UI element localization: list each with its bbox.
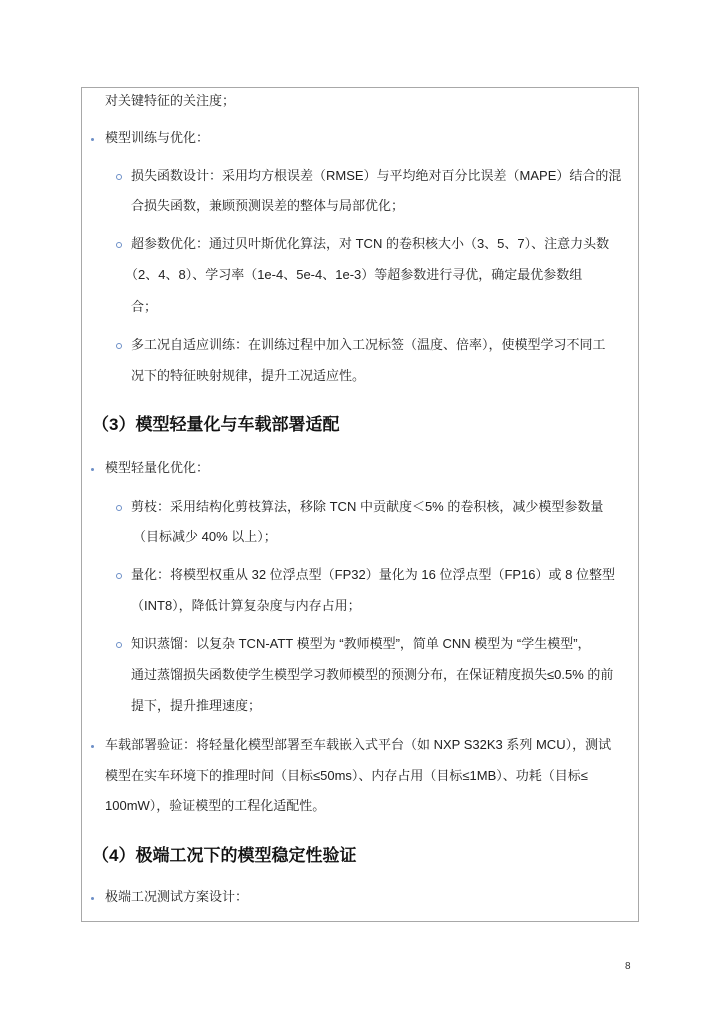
list-item-line: 多工况自适应训练：在训练过程中加入工况标签（温度、倍率），使模型学习不同工: [131, 337, 606, 352]
continuation-text: 对关键特征的关注度；: [105, 93, 236, 108]
lightweight-label: 模型轻量化优化：: [105, 460, 210, 475]
list-item-line: （2、4、8）、学习率（1e-4、5e-4、1e-3）等超参数进行寻优，确定最优参数组: [125, 267, 583, 282]
sub-bullet-icon: [116, 505, 122, 511]
deploy-line: 100mW），验证模型的工程化适配性。: [105, 798, 326, 813]
section-heading-3: （3）模型轻量化与车载部署适配: [92, 415, 340, 434]
sub-bullet-icon: [116, 343, 122, 349]
bullet-icon: [91, 745, 94, 748]
section-heading-4: （4）极端工况下的模型稳定性验证: [92, 846, 357, 865]
sub-bullet-icon: [116, 174, 122, 180]
deploy-line: 模型在实车环境下的推理时间（目标≤50ms）、内存占用（目标≤1MB）、功耗（目标≤: [105, 768, 588, 783]
list-item-line: 提下，提升推理速度；: [131, 698, 262, 713]
list-item-line: 况下的特征映射规律，提升工况适应性。: [131, 368, 366, 383]
list-item-line: 通过蒸馏损失函数使学生模型学习教师模型的预测分布，在保证精度损失≤0.5% 的前: [131, 667, 614, 682]
list-item-line: 合损失函数，兼顾预测误差的整体与局部优化；: [131, 198, 405, 213]
sub-bullet-icon: [116, 642, 122, 648]
sub-bullet-icon: [116, 573, 122, 579]
sub-bullet-icon: [116, 242, 122, 248]
list-item-line: 合；: [131, 299, 158, 314]
list-item-line: 量化：将模型权重从 32 位浮点型（FP32）量化为 16 位浮点型（FP16）或 8 位整型: [131, 567, 615, 582]
list-item-line: （INT8），降低计算复杂度与内存占用；: [131, 598, 361, 613]
extreme-test-label: 极端工况测试方案设计：: [105, 889, 249, 904]
list-item-line: 知识蒸馏：以复杂 TCN-ATT 模型为 “教师模型”，简单 CNN 模型为 “学生模型”，: [131, 636, 591, 651]
list-item-line: 超参数优化：通过贝叶斯优化算法，对 TCN 的卷积核大小（3、5、7）、注意力头数: [131, 236, 610, 251]
training-label: 模型训练与优化：: [105, 130, 210, 145]
bullet-icon: [91, 897, 94, 900]
page-number: 8: [625, 961, 631, 972]
bullet-icon: [91, 138, 94, 141]
list-item-line: 损失函数设计：采用均方根误差（RMSE）与平均绝对百分比误差（MAPE）结合的混: [131, 168, 622, 183]
bullet-icon: [91, 468, 94, 471]
list-item-line: （目标减少 40% 以上）；: [133, 529, 277, 544]
deploy-line: 车载部署验证：将轻量化模型部署至车载嵌入式平台（如 NXP S32K3 系列 MCU），测试: [105, 737, 612, 752]
list-item-line: 剪枝：采用结构化剪枝算法，移除 TCN 中贡献度＜5% 的卷积核，减少模型参数量: [131, 499, 604, 514]
